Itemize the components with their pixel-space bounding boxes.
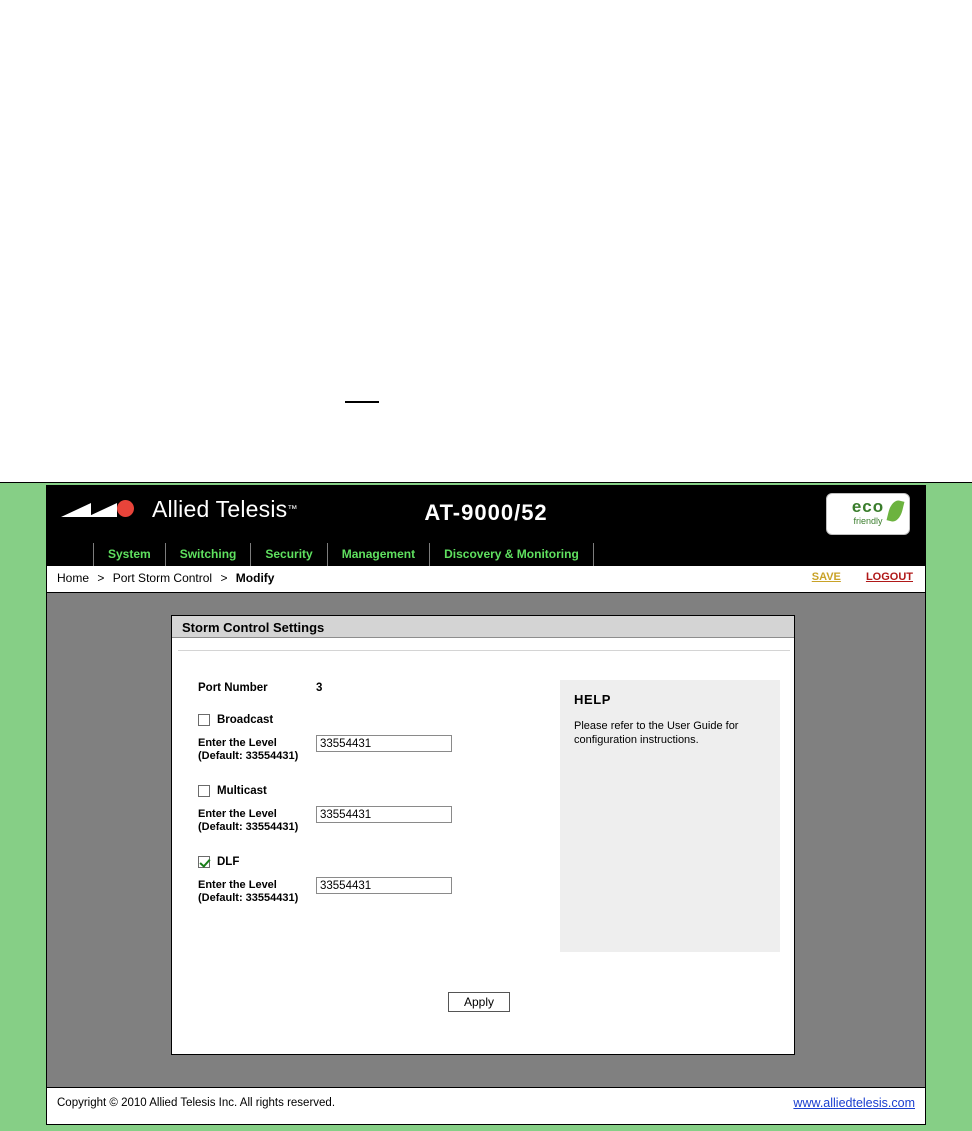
eco-friendly-badge bbox=[826, 493, 910, 535]
dlf-level-row bbox=[198, 877, 528, 905]
brand-trademark: ™ bbox=[287, 504, 298, 515]
eco-badge-top-text: eco bbox=[851, 497, 885, 516]
broadcast-level-label-line2: (Default: 33554431) bbox=[198, 750, 299, 762]
breadcrumb bbox=[57, 571, 274, 585]
dlf-checkbox[interactable] bbox=[198, 856, 210, 868]
nav-item-discovery-monitoring[interactable]: Discovery & Monitoring bbox=[430, 543, 594, 566]
multicast-level-label bbox=[198, 806, 316, 834]
broadcast-level-label bbox=[198, 735, 316, 763]
multicast-label: Multicast bbox=[217, 785, 267, 797]
save-link[interactable]: SAVE bbox=[811, 571, 841, 583]
multicast-level-label-line2: (Default: 33554431) bbox=[198, 821, 299, 833]
page-rule bbox=[345, 401, 379, 403]
ui-footer bbox=[47, 1087, 925, 1121]
main-navigation bbox=[47, 543, 925, 566]
model-title: AT-9000/52 bbox=[424, 500, 548, 525]
breadcrumb-home[interactable]: Home bbox=[57, 571, 90, 585]
device-web-ui bbox=[46, 485, 926, 1125]
broadcast-level-label-line1: Enter the Level bbox=[198, 737, 277, 749]
panel-divider bbox=[178, 650, 790, 651]
nav-item-system[interactable]: System bbox=[93, 543, 166, 566]
port-number-row bbox=[198, 682, 528, 694]
dlf-level-label-line1: Enter the Level bbox=[198, 879, 277, 891]
ui-header bbox=[47, 486, 925, 543]
device-screenshot-frame bbox=[0, 482, 972, 1131]
nav-spacer bbox=[594, 543, 925, 566]
breadcrumb-separator: > bbox=[97, 571, 105, 585]
help-panel bbox=[560, 680, 780, 952]
multicast-level-label-line1: Enter the Level bbox=[198, 808, 277, 820]
broadcast-label: Broadcast bbox=[217, 714, 274, 726]
multicast-level-row bbox=[198, 806, 528, 834]
nav-item-security[interactable]: Security bbox=[251, 543, 327, 566]
nav-item-management[interactable]: Management bbox=[328, 543, 430, 566]
logout-link[interactable]: LOGOUT bbox=[865, 571, 913, 583]
nav-item-switching[interactable]: Switching bbox=[166, 543, 252, 566]
apply-button-wrapper bbox=[448, 992, 510, 1012]
breadcrumb-current: Modify bbox=[235, 571, 275, 585]
website-link[interactable]: www.alliedtelesis.com bbox=[793, 1096, 915, 1110]
content-area bbox=[47, 593, 925, 1087]
storm-control-settings-panel bbox=[171, 615, 795, 1055]
broadcast-level-input[interactable] bbox=[316, 735, 452, 752]
broadcast-checkbox[interactable] bbox=[198, 714, 210, 726]
broadcast-level-row bbox=[198, 735, 528, 763]
dlf-checkbox-row[interactable] bbox=[198, 856, 528, 868]
breadcrumb-separator-2: > bbox=[220, 571, 228, 585]
dlf-level-label bbox=[198, 877, 316, 905]
breadcrumb-port-storm-control[interactable]: Port Storm Control bbox=[112, 571, 213, 585]
multicast-checkbox[interactable] bbox=[198, 785, 210, 797]
multicast-checkbox-row[interactable] bbox=[198, 785, 528, 797]
eco-badge-bottom-text: friendly bbox=[853, 516, 883, 526]
breadcrumb-bar bbox=[47, 566, 925, 593]
broadcast-checkbox-row[interactable] bbox=[198, 714, 528, 726]
apply-button[interactable]: Apply bbox=[448, 992, 510, 1012]
brand-name: Allied Telesis bbox=[152, 496, 288, 522]
dlf-level-label-line2: (Default: 33554431) bbox=[198, 892, 299, 904]
dlf-label: DLF bbox=[217, 856, 240, 868]
dlf-level-input[interactable] bbox=[316, 877, 452, 894]
help-text: Please refer to the User Guide for configuration instructions. bbox=[574, 720, 739, 746]
help-title: HELP bbox=[574, 692, 612, 707]
multicast-level-input[interactable] bbox=[316, 806, 452, 823]
port-number-value: 3 bbox=[316, 682, 323, 694]
header-actions bbox=[812, 571, 913, 583]
settings-form bbox=[198, 682, 528, 927]
panel-title: Storm Control Settings bbox=[172, 616, 794, 638]
copyright-text: Copyright © 2010 Allied Telesis Inc. All rights reserved. bbox=[57, 1097, 336, 1109]
port-number-label: Port Number bbox=[198, 682, 268, 694]
